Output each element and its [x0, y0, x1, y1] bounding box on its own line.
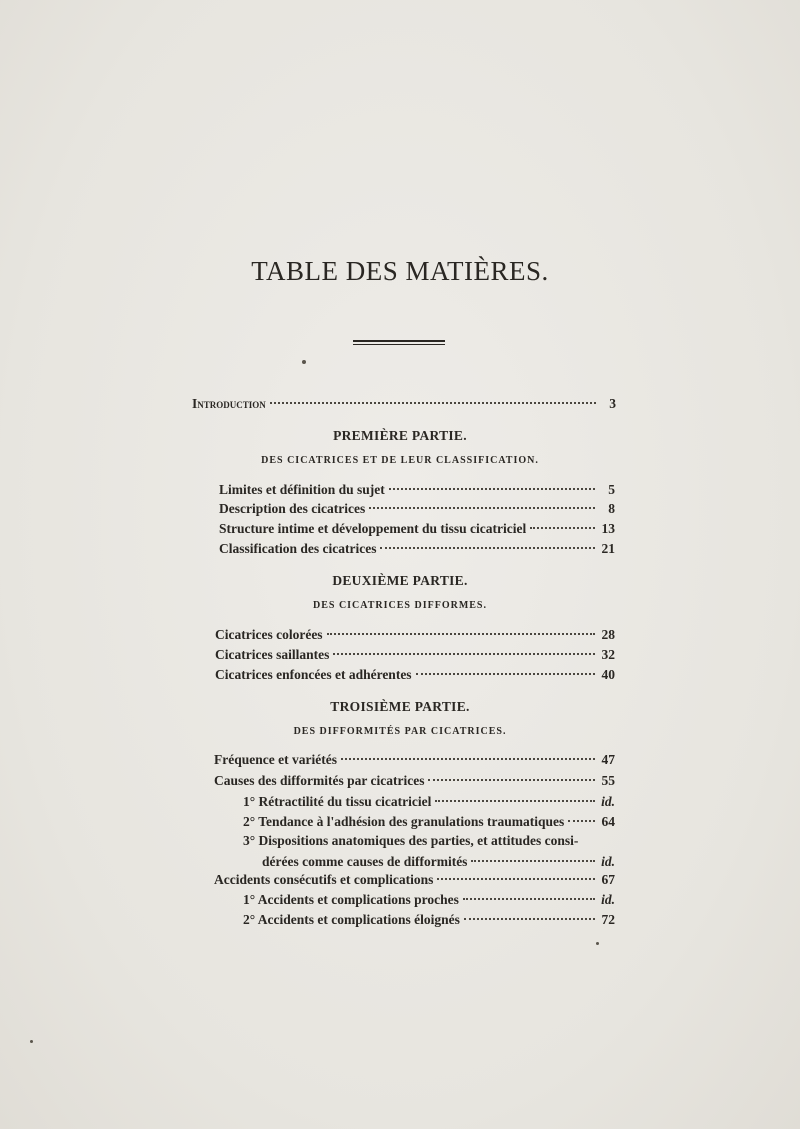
page-title: TABLE DES MATIÈRES.	[251, 256, 549, 286]
toc-page-number: 13	[601, 521, 615, 536]
dot-leader	[333, 653, 595, 655]
dot-leader	[428, 779, 595, 781]
dot-leader	[463, 898, 595, 900]
toc-page-number: id.	[601, 854, 615, 869]
toc-subentry-continuation	[262, 852, 615, 872]
dot-leader	[380, 547, 595, 549]
part2-heading: DEUXIÈME PARTIE.	[332, 573, 468, 588]
toc-page-number: id.	[601, 892, 615, 907]
part1-heading: PREMIÈRE PARTIE.	[333, 428, 467, 443]
dot-leader	[435, 800, 595, 802]
dot-leader	[389, 488, 595, 490]
toc-entry	[219, 480, 615, 500]
toc-entry-label: 2° Accidents et complications éloignés	[243, 912, 460, 927]
toc-page-number: 40	[601, 667, 615, 682]
toc-page-number: 5	[608, 482, 615, 497]
toc-page-number: 8	[608, 501, 615, 516]
toc-entry-label: Fréquence et variétés	[214, 752, 337, 767]
ink-speck	[596, 942, 599, 945]
ink-speck	[302, 360, 306, 364]
toc-entry-label: 2° Tendance à l'adhésion des granulations traumatiques	[243, 814, 565, 829]
toc-entry	[214, 771, 615, 791]
toc-entry	[214, 750, 615, 770]
toc-subentry-label-line1: 3° Dispositions anatomiques des parties, et attitudes consi-	[243, 833, 579, 848]
toc-page-number: 3	[609, 396, 616, 411]
toc-entry	[215, 625, 615, 645]
ink-speck	[30, 1040, 33, 1043]
part3-subheading: DES DIFFORMITÉS PAR CICATRICES.	[293, 726, 507, 737]
toc-entry	[214, 870, 615, 890]
toc-page-number: 72	[601, 912, 615, 927]
toc-entry-label: Classification des cicatrices	[219, 541, 377, 556]
toc-page-number: 67	[601, 872, 615, 887]
toc-entry-label: Cicatrices enfoncées et adhérentes	[215, 667, 412, 682]
toc-entry-label: 1° Accidents et complications proches	[243, 892, 459, 907]
dot-leader	[530, 527, 595, 529]
part3-heading: TROISIÈME PARTIE.	[330, 699, 470, 714]
dot-leader	[270, 402, 596, 404]
toc-page-number: 55	[601, 773, 615, 788]
toc-entry	[219, 499, 615, 519]
toc-entry-label: dérées comme causes de difformités	[262, 854, 468, 869]
toc-subentry	[243, 910, 615, 930]
toc-entry	[219, 539, 615, 559]
toc-entry	[215, 665, 615, 685]
toc-entry-label: Structure intime et développement du tissu cicatriciel	[219, 521, 527, 536]
toc-page-number: 47	[601, 752, 615, 767]
toc-page-number: 32	[601, 647, 615, 662]
toc-entry	[219, 519, 615, 539]
toc-entry-label: Cicatrices saillantes	[215, 647, 330, 662]
toc-page-number: 28	[601, 627, 615, 642]
dot-leader	[327, 633, 595, 635]
toc-entry-introduction	[192, 394, 616, 414]
toc-entry-label: Cicatrices colorées	[215, 627, 323, 642]
toc-entry-label: Description des cicatrices	[219, 501, 366, 516]
dot-leader	[369, 507, 595, 509]
dot-leader	[341, 758, 595, 760]
toc-subentry	[243, 812, 615, 832]
toc-page-number: 21	[601, 541, 615, 556]
dot-leader	[437, 878, 595, 880]
dot-leader	[568, 820, 595, 822]
toc-entry-label: Limites et définition du sujet	[219, 482, 385, 497]
part2-subheading: DES CICATRICES DIFFORMES.	[312, 600, 487, 611]
dot-leader	[471, 860, 595, 862]
part1-subheading: DES CICATRICES ET DE LEUR CLASSIFICATION.	[261, 455, 539, 466]
toc-page-number: 64	[601, 814, 615, 829]
toc-entry	[215, 645, 615, 665]
toc-entry-label: 1° Rétractilité du tissu cicatriciel	[243, 794, 432, 809]
dot-leader	[416, 673, 595, 675]
toc-entry-label: Accidents consécutifs et complications	[214, 872, 434, 887]
toc-page-number: id.	[601, 794, 615, 809]
toc-subentry	[243, 890, 615, 910]
toc-subentry	[243, 792, 615, 812]
title-rule	[353, 340, 445, 345]
dot-leader	[464, 918, 595, 920]
toc-entry-label: Introduction	[192, 396, 266, 411]
toc-entry-label: Causes des difformités par cicatrices	[214, 773, 425, 788]
